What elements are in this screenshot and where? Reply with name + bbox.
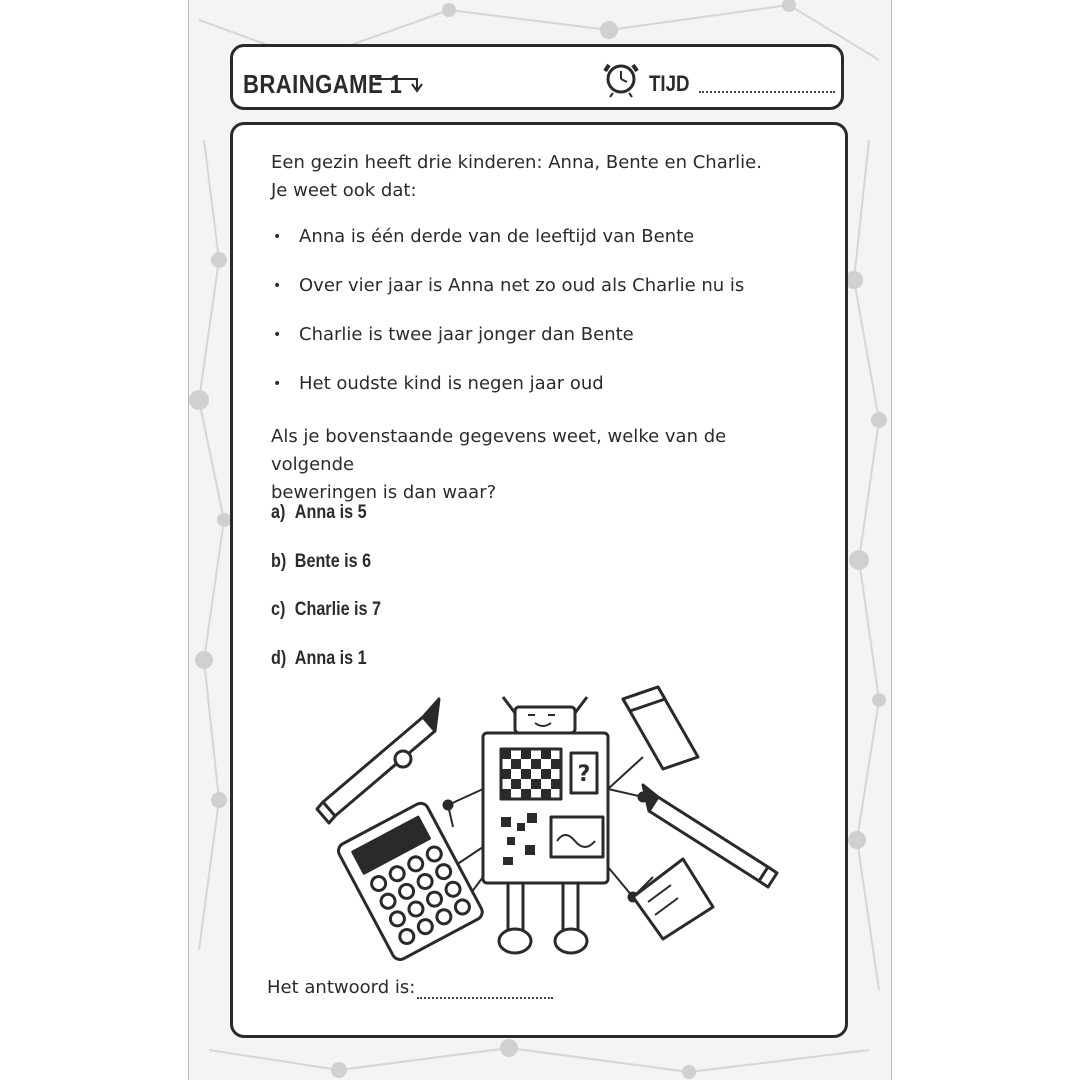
- option-letter: d): [271, 647, 287, 669]
- robot-icon: [483, 697, 608, 953]
- option-a[interactable]: [271, 499, 381, 548]
- answer-label: Het antwoord is:: [267, 977, 416, 998]
- fact-item: • Anna is één derde van de leeftijd van Bente: [271, 223, 744, 272]
- alarm-clock-icon: [601, 57, 641, 99]
- pencil-icon: [643, 785, 777, 887]
- question-line-1: Als je bovenstaande gegevens weet, welke van de volgende: [271, 426, 727, 475]
- intro-line-2: Je weet ook dat:: [271, 180, 417, 201]
- question-line-2: beweringen is dan waar?: [271, 482, 497, 503]
- options-list: [271, 499, 400, 693]
- intro-line-1: Een gezin heeft drie kinderen: Anna, Bente en Charlie.: [271, 152, 762, 173]
- option-letter: b): [271, 550, 287, 572]
- option-text: Charlie is 7: [294, 599, 381, 620]
- option-text: Anna is 1: [294, 647, 367, 669]
- calculator-icon: [336, 801, 485, 963]
- fact-item: • Het oudste kind is negen jaar oud: [271, 370, 744, 419]
- svg-text:?: ?: [577, 762, 591, 787]
- option-text: Anna is 5: [294, 502, 367, 523]
- fact-item: • Charlie is twee jaar jonger dan Bente: [271, 321, 744, 370]
- arrow-down-right-icon: [373, 67, 425, 93]
- question-text: [271, 423, 801, 507]
- time-label: TIJD: [649, 71, 690, 96]
- robot-illustration: [303, 677, 783, 967]
- option-letter: a): [271, 502, 286, 523]
- fact-item: • Over vier jaar is Anna net zo oud als Charlie nu is: [271, 272, 744, 321]
- eraser-icon: [623, 687, 698, 769]
- option-b[interactable]: [271, 548, 381, 597]
- option-text: Bente is 6: [294, 550, 372, 572]
- page-title: BRAINGAME 1: [243, 69, 403, 99]
- header-box: [230, 44, 844, 110]
- time-input-line[interactable]: [699, 91, 835, 93]
- option-c[interactable]: [271, 596, 381, 645]
- answer-input-line[interactable]: [417, 997, 553, 999]
- sharpener-icon: [633, 859, 713, 939]
- puzzle-box: [230, 122, 848, 1038]
- facts-list: [271, 223, 744, 419]
- option-letter: c): [271, 599, 286, 620]
- intro-text: [271, 149, 791, 205]
